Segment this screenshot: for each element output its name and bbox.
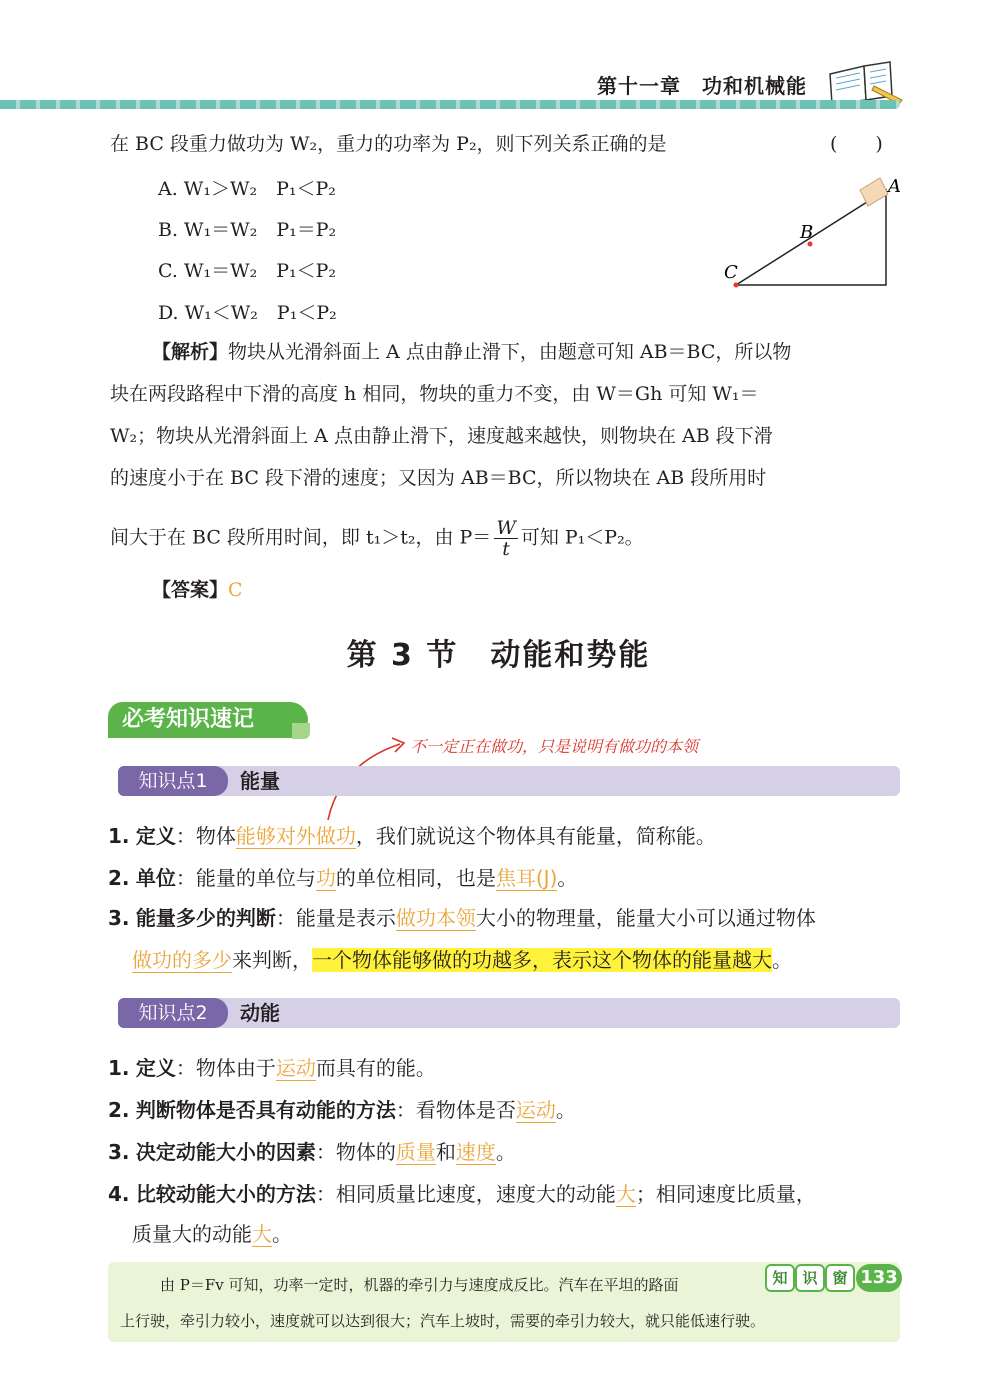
option-c: C. W₁＝W₂ P₁＜P₂ — [158, 260, 337, 282]
analysis-line-5: 间大于在 BC 段所用时间，即 t₁＞t₂，由 P＝ $\frac{W}{t}$ 可知 P₁＜P₂。 — [110, 517, 644, 560]
kp2-item-3: 3. 决定动能大小的因素：物体的质量和速度。 — [108, 1140, 516, 1164]
answer-paren: ( ) — [830, 133, 883, 155]
label-a: A — [888, 176, 901, 197]
kp1-title: 能量 — [240, 769, 280, 793]
kw-line-1: 由 P＝Fv 可知，功率一定时，机器的牵引力与速度成反比。汽车在平坦的路面 — [160, 1276, 679, 1294]
kp2-bar — [118, 998, 900, 1028]
option-d: D. W₁＜W₂ P₁＜P₂ — [158, 302, 337, 324]
kw-tag-3: 窗 — [825, 1264, 855, 1292]
kp1-bar — [118, 766, 900, 796]
kp2-badge: 知识点2 — [118, 998, 228, 1028]
kp1-item-3: 3. 能量多少的判断：能量是表示做功本领大小的物理量，能量大小可以通过物体 — [108, 906, 816, 930]
green-tab: 必考知识速记 — [108, 702, 308, 738]
fraction: $\frac{W}{t}$ — [496, 517, 516, 560]
kp2-item-4-cont: 质量大的动能大。 — [132, 1222, 292, 1246]
option-b: B. W₁＝W₂ P₁＝P₂ — [158, 219, 337, 241]
kw-line-2: 上行驶，牵引力较小，速度就可以达到很大；汽车上坡时，需要的牵引力较大，就只能低速行驶。 — [120, 1312, 766, 1330]
answer-value: C — [228, 579, 243, 601]
kp2-item-4: 4. 比较动能大小的方法：相同质量比速度，速度大的动能大；相同速度比质量， — [108, 1182, 816, 1206]
chapter-title: 第十一章 功和机械能 — [597, 74, 807, 98]
kp1-item-3-cont: 做功的多少来判断，一个物体能够做的功越多，表示这个物体的能量越大。 — [132, 948, 792, 972]
analysis-label: 【解析】 — [152, 341, 229, 363]
header-stripe — [0, 100, 900, 109]
analysis-line-2: 块在两段路程中下滑的高度 h 相同，物块的重力不变，由 W＝Gh 可知 W₁＝ — [110, 383, 759, 405]
answer-label: 【答案】 — [152, 579, 229, 601]
kp2-title: 动能 — [240, 1001, 280, 1025]
kp1-badge: 知识点1 — [118, 766, 228, 796]
section-title: 第 3 节 动能和势能 — [346, 638, 651, 673]
kp1-item-1: 1. 定义：物体能够对外做功，我们就说这个物体具有能量，简称能。 — [108, 824, 716, 848]
kw-tag-1: 知 — [765, 1264, 795, 1292]
analysis-line-1: 【解析】物块从光滑斜面上 A 点由静止滑下，由题意可知 AB＝BC，所以物 — [152, 341, 792, 363]
handwritten-note: 不一定正在做功，只是说明有做功的本领 — [410, 737, 699, 756]
label-b: B — [800, 222, 814, 243]
answer-line — [152, 576, 243, 604]
kw-tag-2: 识 — [795, 1264, 825, 1292]
option-a: A. W₁＞W₂ P₁＜P₂ — [158, 178, 336, 200]
analysis-line-4: 的速度小于在 BC 段下滑的速度；又因为 AB＝BC，所以物块在 AB 段所用时 — [110, 467, 767, 489]
question-stem: 在 BC 段重力做功为 W₂，重力的功率为 P₂，则下列关系正确的是 — [110, 133, 667, 155]
incline-figure — [720, 170, 910, 299]
kp2-item-2: 2. 判断物体是否具有动能的方法：看物体是否运动。 — [108, 1098, 576, 1122]
analysis-line-3: W₂；物块从光滑斜面上 A 点由静止滑下，速度越来越快，则物块在 AB 段下滑 — [110, 425, 773, 447]
kp1-item-2: 2. 单位：能量的单位与功的单位相同，也是焦耳(J)。 — [108, 866, 578, 890]
label-c: C — [724, 262, 738, 283]
highlight: 一个物体能够做的功越多，表示这个物体的能量越大 — [312, 948, 772, 972]
kp2-item-1: 1. 定义：物体由于运动而具有的能。 — [108, 1056, 436, 1080]
green-tab-fold — [292, 723, 310, 739]
page-number: 133 — [856, 1264, 902, 1292]
